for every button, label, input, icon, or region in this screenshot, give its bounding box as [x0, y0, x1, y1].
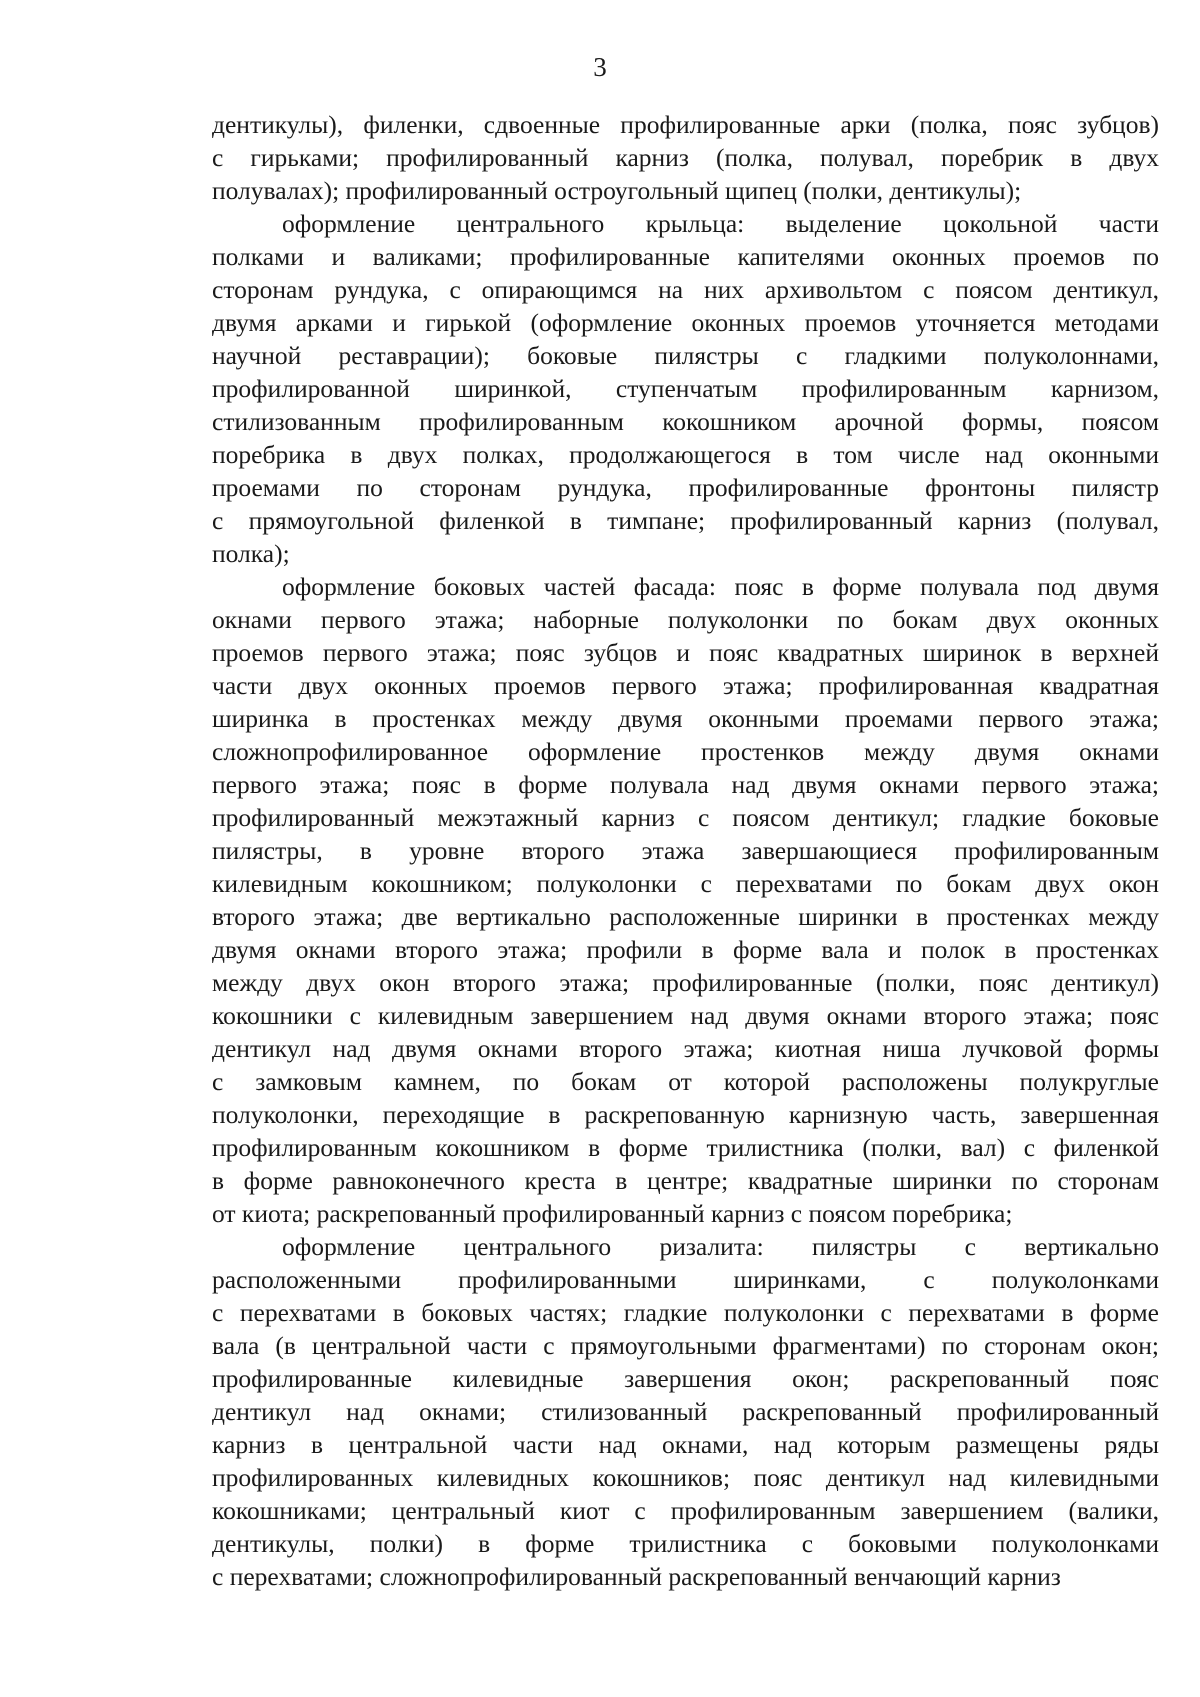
text-line: профилированным кокошником в форме трилистника (полки, вал) с филенкой	[212, 1133, 1159, 1162]
paragraph	[212, 108, 1159, 207]
text-line: дентикул над окнами; стилизованный раскрепованный профилированный	[212, 1397, 1159, 1426]
text-line: стилизованным профилированным кокошником арочной формы, поясом	[212, 407, 1159, 436]
text-line: оформление боковых частей фасада: пояс в форме полувала под двумя	[282, 572, 1159, 601]
text-line: с замковым камнем, по бокам от которой расположены полукруглые	[212, 1067, 1159, 1096]
paragraph	[212, 570, 1159, 1230]
text-line: дентикулы), филенки, сдвоенные профилированные арки (полка, пояс зубцов)	[212, 110, 1159, 139]
text-line: с гирьками; профилированный карниз (полка, полувал, поребрик в двух	[212, 143, 1159, 172]
text-line: проемов первого этажа; пояс зубцов и пояс квадратных ширинок в верхней	[212, 638, 1159, 667]
text-line: двумя окнами второго этажа; профили в форме вала и полок в простенках	[212, 935, 1159, 964]
text-line: карниз в центральной части над окнами, над которым размещены ряды	[212, 1430, 1159, 1459]
text-line: пилястры, в уровне второго этажа завершающиеся профилированным	[212, 836, 1159, 865]
paragraph	[212, 1230, 1159, 1593]
text-line: полка);	[212, 539, 290, 568]
text-line: в форме равноконечного креста в центре; квадратные ширинки по сторонам	[212, 1166, 1159, 1195]
text-line: проемами по сторонам рундука, профилированные фронтоны пилястр	[212, 473, 1159, 502]
text-line: между двух окон второго этажа; профилированные (полки, пояс дентикул)	[212, 968, 1159, 997]
text-line: ширинка в простенках между двумя оконными проемами первого этажа;	[212, 704, 1159, 733]
text-line: от киота; раскрепованный профилированный карниз с поясом поребрика;	[212, 1199, 1013, 1228]
text-line: полками и валиками; профилированные капителями оконных проемов по	[212, 242, 1159, 271]
text-line: профилированной ширинкой, ступенчатым профилированным карнизом,	[212, 374, 1159, 403]
text-line: оформление центрального крыльца: выделение цокольной части	[282, 209, 1159, 238]
text-line: килевидным кокошником; полуколонки с перехватами по бокам двух окон	[212, 869, 1159, 898]
text-line: с прямоугольной филенкой в тимпане; профилированный карниз (полувал,	[212, 506, 1159, 535]
text-line: оформление центрального ризалита: пилястры с вертикально	[282, 1232, 1159, 1261]
text-line: с перехватами; сложнопрофилированный раскрепованный венчающий карниз	[212, 1562, 1061, 1591]
text-line: сложнопрофилированное оформление простенков между двумя окнами	[212, 737, 1159, 766]
text-line: дентикулы, полки) в форме трилистника с боковыми полуколонками	[212, 1529, 1159, 1558]
text-line: поребрика в двух полках, продолжающегося в том числе над оконными	[212, 440, 1159, 469]
paragraph	[212, 207, 1159, 570]
text-line: второго этажа; две вертикально расположенные ширинки в простенках между	[212, 902, 1159, 931]
document-body	[212, 108, 1159, 1593]
text-line: профилированных килевидных кокошников; пояс дентикул над килевидными	[212, 1463, 1159, 1492]
text-line: части двух оконных проемов первого этажа; профилированная квадратная	[212, 671, 1159, 700]
text-line: расположенными профилированными ширинками, с полуколонками	[212, 1265, 1159, 1294]
page-number: 3	[593, 52, 607, 82]
text-line: научной реставрации); боковые пилястры с гладкими полуколоннами,	[212, 341, 1159, 370]
text-line: полуколонки, переходящие в раскрепованную карнизную часть, завершенная	[212, 1100, 1159, 1129]
text-line: дентикул над двумя окнами второго этажа; киотная ниша лучковой формы	[212, 1034, 1159, 1063]
text-line: первого этажа; пояс в форме полувала над двумя окнами первого этажа;	[212, 770, 1159, 799]
text-line: профилированные килевидные завершения окон; раскрепованный пояс	[212, 1364, 1159, 1393]
text-line: окнами первого этажа; наборные полуколонки по бокам двух оконных	[212, 605, 1159, 634]
text-line: кокошники с килевидным завершением над двумя окнами второго этажа; пояс	[212, 1001, 1159, 1030]
text-line: профилированный межэтажный карниз с поясом дентикул; гладкие боковые	[212, 803, 1159, 832]
text-line: с перехватами в боковых частях; гладкие полуколонки с перехватами в форме	[212, 1298, 1159, 1327]
text-line: кокошниками; центральный киот с профилированным завершением (валики,	[212, 1496, 1159, 1525]
text-line: вала (в центральной части с прямоугольными фрагментами) по сторонам окон;	[212, 1331, 1159, 1360]
text-line: двумя арками и гирькой (оформление оконных проемов уточняется методами	[212, 308, 1159, 337]
text-line: сторонам рундука, с опирающимся на них архивольтом с поясом дентикул,	[212, 275, 1159, 304]
text-line: полувалах); профилированный остроугольный щипец (полки, дентикулы);	[212, 176, 1022, 205]
